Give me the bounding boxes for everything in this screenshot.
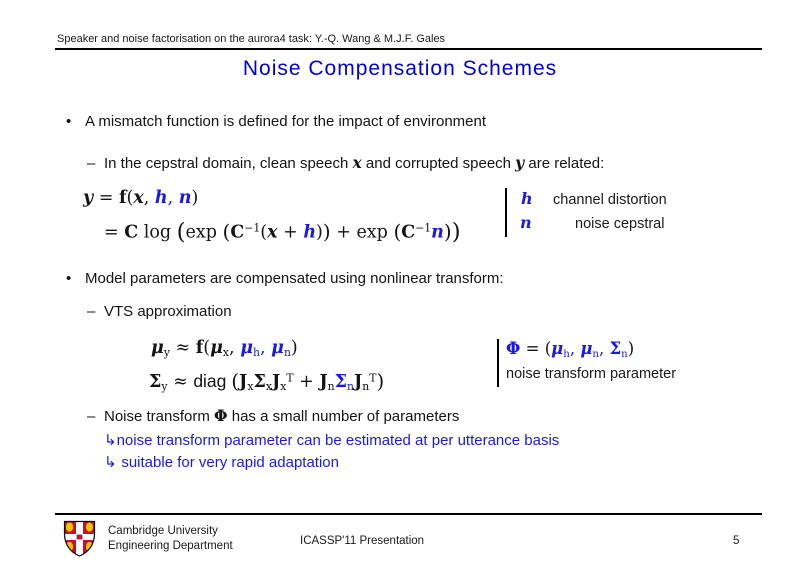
bullet-model-params	[66, 270, 504, 287]
text-segment: (	[126, 188, 134, 208]
text-segment: Φ	[214, 406, 228, 425]
cambridge-crest-logo	[63, 520, 96, 563]
text-segment: (	[260, 222, 268, 243]
text-segment: x	[280, 380, 287, 394]
text-segment: f	[118, 188, 127, 208]
equation-vts-sigma	[149, 369, 384, 393]
text-segment: n	[178, 188, 192, 208]
text-segment: x	[265, 380, 272, 394]
text-segment: μ	[551, 339, 564, 358]
text-segment: )	[451, 219, 461, 245]
text-segment: exp	[356, 222, 394, 243]
text-segment: (	[176, 219, 186, 245]
text-segment: )	[290, 338, 298, 358]
text-segment: = (	[520, 339, 552, 358]
footer-org-line2: Engineering Department	[108, 540, 233, 552]
text-segment: ,	[167, 188, 179, 208]
text-segment: +	[330, 222, 357, 243]
text-segment: )	[443, 219, 452, 244]
text-segment: n	[592, 348, 599, 360]
bullet-icon: •	[66, 270, 72, 287]
text-segment: y	[161, 380, 168, 394]
text-segment: y	[163, 346, 170, 360]
text-segment: n	[431, 222, 444, 243]
text-segment: ,	[569, 339, 581, 358]
footer-org-line1: Cambridge University	[108, 525, 218, 537]
text-segment: ,	[143, 188, 155, 208]
subbullet-cepstral-text	[104, 155, 604, 172]
text-segment: n	[283, 346, 291, 360]
equation-mismatch-line1	[83, 188, 198, 208]
text-segment: )	[322, 219, 331, 244]
legend-label-noise-cepstral: noise cepstral	[575, 216, 665, 232]
text-segment: y	[515, 153, 525, 172]
text-segment: )	[376, 369, 385, 393]
text-segment: h	[154, 188, 168, 208]
text-segment: has a small number of parameters	[227, 408, 460, 425]
text-segment: y	[83, 188, 94, 208]
text-segment: μ	[240, 338, 253, 358]
text-segment: x	[133, 188, 144, 208]
text-segment: ,	[259, 338, 272, 358]
text-segment: n	[621, 348, 628, 360]
phi-divider-bar	[497, 339, 499, 387]
text-segment: h	[563, 348, 570, 360]
text-segment: (	[203, 338, 211, 358]
text-segment: Σ	[149, 372, 162, 393]
text-segment: Σ	[253, 372, 266, 393]
equation-vts-mu	[151, 338, 298, 359]
header-text: Speaker and noise factorisation on the aurora4 task: Y.-Q. Wang & M.J.F. Gales	[57, 33, 446, 45]
subbullet-cepstral	[87, 153, 604, 172]
hook-note-estimation	[104, 431, 559, 449]
text-segment: x	[247, 380, 254, 394]
text-segment: ≈	[167, 372, 194, 393]
text-segment: =	[104, 222, 125, 243]
text-segment: n	[362, 380, 370, 394]
legend-label-channel-distortion: channel distortion	[553, 192, 667, 208]
text-segment: n	[347, 380, 355, 394]
text-segment: h	[253, 346, 260, 360]
dash-icon: –	[87, 303, 96, 320]
text-segment: C	[124, 222, 139, 243]
subbullet-noise-transform-text	[104, 408, 459, 425]
legend-symbol-h: h	[521, 189, 533, 208]
text-segment: J	[319, 372, 328, 393]
text-segment: n	[327, 380, 335, 394]
footer-presentation-label: ICASSP'11 Presentation	[300, 535, 425, 547]
text-segment: ,	[598, 339, 610, 358]
text-segment: x	[222, 346, 230, 360]
subbullet-noise-transform	[87, 406, 459, 425]
text-segment: −1	[415, 221, 432, 235]
text-segment: (	[231, 369, 240, 393]
dash-icon: –	[87, 155, 96, 172]
text-segment: (	[393, 219, 402, 244]
hook-note-adaptation	[104, 453, 339, 471]
text-segment: C	[401, 222, 416, 243]
text-segment: Σ	[334, 372, 348, 393]
text-segment: ↳	[104, 431, 117, 449]
text-segment: and corrupted speech	[361, 155, 516, 172]
text-segment: are related:	[524, 155, 605, 172]
text-segment: suitable for very rapid adaptation	[121, 454, 339, 471]
text-segment: f	[195, 338, 204, 358]
text-segment: ,	[229, 338, 241, 358]
bullet-mismatch	[66, 113, 486, 130]
text-segment: ↳	[104, 453, 122, 471]
text-segment: x	[267, 222, 278, 243]
text-segment: =	[93, 188, 119, 208]
legend-symbol-n: n	[520, 213, 532, 232]
text-segment: h	[303, 222, 317, 243]
text-segment: diag	[193, 371, 232, 392]
subbullet-vts	[87, 303, 232, 320]
text-segment: noise transform parameter can be estimated at per utterance basis	[116, 432, 560, 449]
bullet-icon: •	[66, 113, 72, 130]
subbullet-vts-text: VTS approximation	[104, 303, 232, 320]
text-segment: J	[271, 372, 281, 393]
dash-icon: –	[87, 408, 96, 425]
text-segment: μ	[580, 339, 593, 358]
text-segment: −1	[244, 221, 261, 235]
text-segment: T	[369, 371, 377, 385]
text-segment: x	[352, 153, 362, 172]
text-segment: μ	[271, 338, 284, 358]
text-segment: (	[222, 219, 231, 244]
page-number: 5	[733, 535, 740, 547]
phi-caption: noise transform parameter	[506, 366, 677, 382]
text-segment: Noise transform	[104, 408, 215, 425]
text-segment: )	[316, 222, 323, 243]
slide-title: Noise Compensation Schemes	[242, 57, 558, 80]
footer-rule	[55, 513, 762, 515]
header-rule	[55, 48, 762, 50]
equation-phi	[506, 339, 634, 360]
text-segment: exp	[185, 222, 223, 243]
bullet-model-params-text: Model parameters are compensated using nonlinear transform:	[85, 270, 504, 287]
text-segment: ≈	[169, 338, 196, 358]
text-segment: )	[191, 188, 199, 208]
text-segment: )	[627, 339, 635, 358]
legend-divider-bar	[505, 188, 507, 237]
bullet-mismatch-text: A mismatch function is defined for the impact of environment	[85, 113, 487, 130]
text-segment: +	[277, 222, 304, 243]
cambridge-crest-icon	[63, 520, 96, 558]
text-segment: Φ	[506, 339, 521, 358]
text-segment: Σ	[609, 339, 622, 358]
text-segment: J	[354, 372, 363, 393]
text-segment: +	[293, 372, 320, 393]
text-segment: In the cepstral domain, clean speech	[104, 155, 353, 172]
text-segment: T	[286, 371, 294, 385]
equation-mismatch-line2	[104, 219, 461, 245]
text-segment: μ	[151, 338, 164, 358]
text-segment: log	[138, 222, 177, 243]
text-segment: C	[230, 222, 245, 243]
text-segment: μ	[210, 338, 223, 358]
text-segment: J	[239, 372, 248, 393]
